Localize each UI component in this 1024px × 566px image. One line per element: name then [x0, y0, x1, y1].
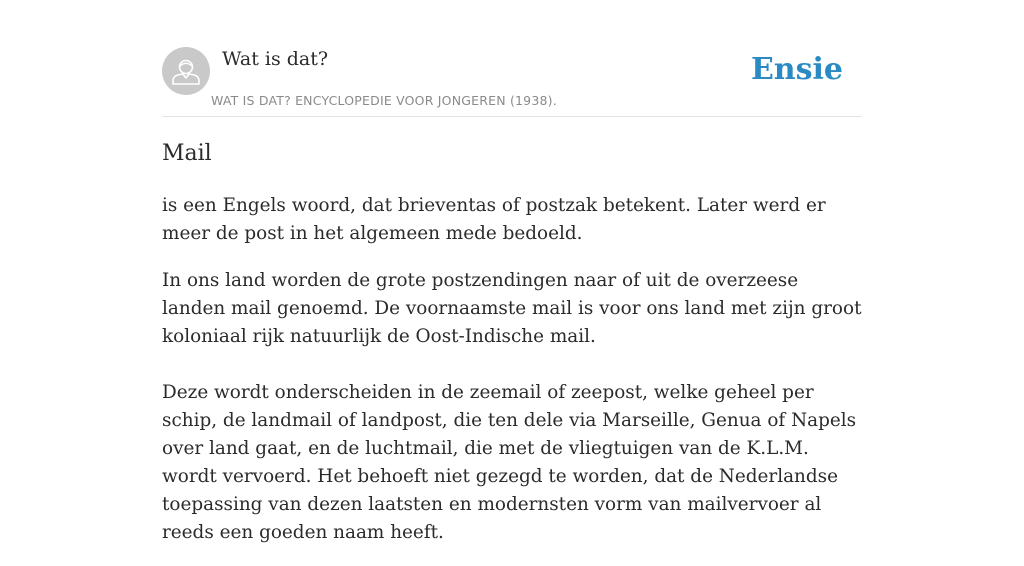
article-page: [162, 0, 862, 543]
avatar[interactable]: [162, 47, 210, 95]
entry-title: Mail: [162, 141, 212, 166]
entry-paragraph: In ons land worden de grote postzendingen naar of uit de overzeese landen mail genoemd. De voornaamste mail is voor ons land met zijn groot koloniaal rijk natuurlijk de Oost-Indische mail. Deze wordt onderscheiden in de zeemail of zeepost, welke geheel per schip, de landmail of landpost, die ten dele via Marseille, Genua of Napels over land gaat, en de luchtmail, die met de vliegtuigen van de K.L.M. wordt vervoerd. Het behoeft niet gezegd te worden, dat de Nederlandse toepassing van dezen laatsten en modernsten vorm van mailvervoer al reeds een goeden naam heeft.: [162, 270, 862, 543]
user-silhouette-icon: [162, 47, 210, 95]
source-subtitle[interactable]: WAT IS DAT? ENCYCLOPEDIE VOOR JONGEREN (1938).: [211, 93, 557, 108]
source-title[interactable]: Wat is dat?: [222, 48, 329, 70]
entry-paragraph: is een Engels woord, dat brieventas of postzak betekent. Later werd er meer de post in het algemeen mede bedoeld.: [162, 195, 826, 244]
source-header: [162, 46, 862, 117]
brand-logo[interactable]: Ensie: [750, 52, 843, 87]
entry-body: [162, 192, 862, 566]
